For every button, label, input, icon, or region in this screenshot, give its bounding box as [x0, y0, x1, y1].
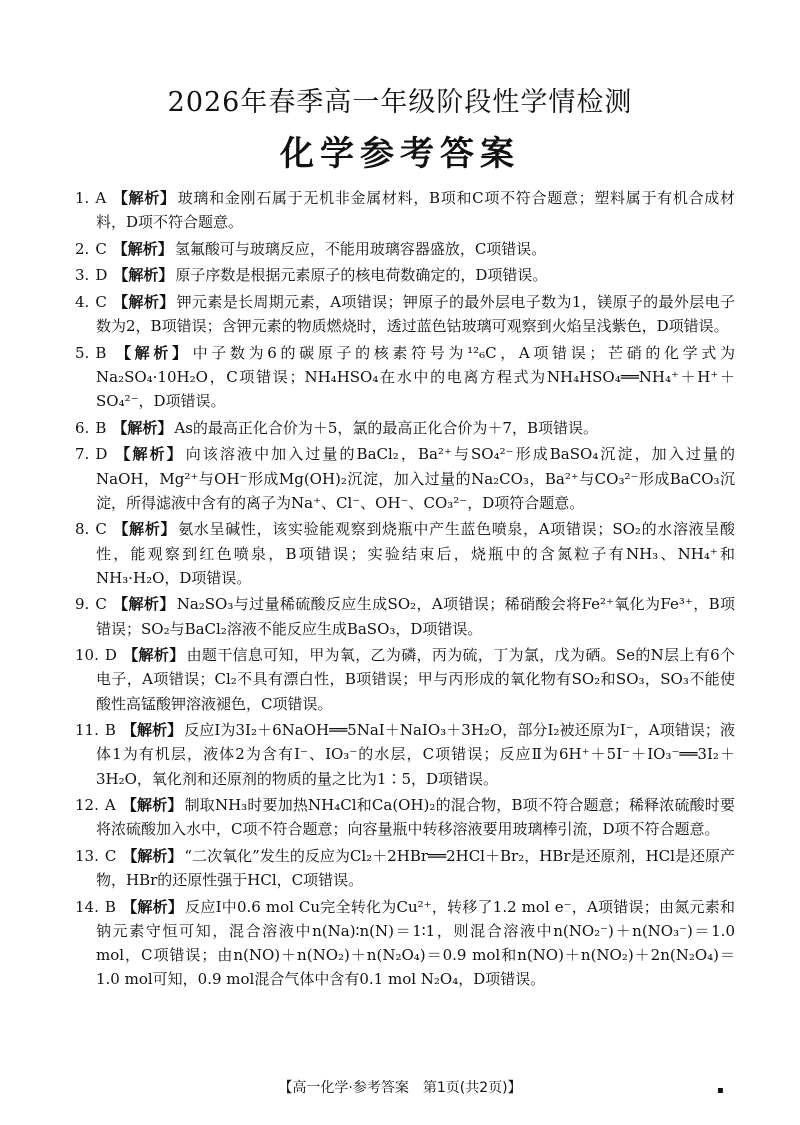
answer-letter: A	[104, 796, 116, 815]
answer-letter: B	[95, 418, 107, 437]
answer-item	[75, 793, 735, 841]
answer-item	[75, 844, 735, 892]
analysis-text: 中子数为6的碳原子的核素符号为¹²₆C，A项错误；芒硝的化学式为Na₂SO₄·10H₂O，C项错误；NH₄HSO₄在水中的电离方程式为NH₄HSO₄══NH₄⁺＋H⁺＋SO₄²⁻，D项错误。	[96, 343, 735, 411]
analysis-text: 反应Ⅰ为3I₂＋6NaOH══5NaI＋NaIO₃＋3H₂O，部分I₂被还原为I⁻，A项错误；液体1为有机层，液体2为含有I⁻、IO₃⁻的水层，C项错误；反应Ⅱ为6H⁺＋5I⁻＋IO₃⁻══3I₂＋3H₂O，氧化剂和还原剂的物质的量之比为1∶5，D项错误。	[96, 721, 735, 788]
analysis-tag: 【解析】	[112, 189, 176, 207]
exam-title: 2026年春季高一年级阶段性学情检测	[167, 87, 633, 118]
analysis-text: As的最高正化合价为＋5，氯的最高正化合价为＋7，B项错误。	[174, 418, 599, 437]
analysis-text: 原子序数是根据元素原子的核电荷数确定的，D项错误。	[175, 266, 548, 285]
analysis-tag: 【解析】	[122, 846, 183, 865]
answer-item	[75, 263, 735, 287]
question-number: 10.	[75, 646, 99, 665]
analysis-text: Na₂SO₃与过量稀硫酸反应生成SO₂，A项错误；稀硝酸会将Fe²⁺氧化为Fe³⁺，B项错误；SO₂与BaCl₂溶液不能反应生成BaSO₃，D项错误。	[96, 595, 735, 638]
question-number: 1.	[75, 189, 90, 207]
answer-item	[75, 442, 735, 515]
question-number: 4.	[75, 292, 90, 311]
answer-list	[75, 186, 735, 994]
answer-item	[75, 416, 735, 440]
answer-item	[75, 290, 735, 338]
answer-letter: C	[95, 292, 107, 311]
analysis-tag: 【解析】	[112, 595, 175, 614]
analysis-tag: 【解析】	[121, 796, 183, 815]
analysis-tag: 【解析】	[113, 445, 184, 464]
analysis-text: 由题干信息可知，甲为氧，乙为磷，丙为硫，丁为氯，戊为硒。Se的N层上有6个电子，A项错误；Cl₂不具有漂白性，B项错误；甲与丙形成的氧化物有SO₂和SO₃，SO₃不能使酸性高锰酸钾溶液褪色，C项错误。	[96, 646, 735, 713]
answer-letter: D	[95, 445, 108, 464]
analysis-tag: 【解析】	[112, 520, 177, 539]
analysis-text: 制取NH₃时要加热NH₄Cl和Ca(OH)₂的混合物，B项不符合题意；稀释浓硫酸时要将浓硫酸加入水中，C项不符合题意；向容量瓶中转移溶液要用玻璃棒引流，D项不符合题意。	[96, 796, 735, 839]
analysis-text: 反应Ⅰ中0.6 mol Cu完全转化为Cu²⁺，转移了1.2 mol e⁻，A项错误；由氮元素和钠元素守恒可知，混合溶液中n(Na)∶n(N)＝1∶1，则混合溶液中n(NO₂⁻)＋n(NO₃⁻)＝1.0 mol，C项错误；由n(NO)＋n(NO₂)＋n(N₂O₄)＝0.9 mol和n(NO)＋n(NO₂)＋2n(N₂O₄)＝1.0 mol可知，0.9 mol混合气体中含有0.1 mol N₂O₄，D项错误。	[96, 897, 735, 989]
question-number: 11.	[75, 721, 99, 740]
analysis-text: 氨水呈碱性，该实验能观察到烧瓶中产生蓝色喷泉，A项错误；SO₂的水溶液呈酸性，能观察到红色喷泉，B项错误；实验结束后，烧瓶中的含氮粒子有NH₃、NH₄⁺和NH₃·H₂O，D项错误。	[96, 520, 735, 587]
corner-mark: ▪	[717, 1085, 724, 1096]
analysis-tag: 【解析】	[121, 721, 183, 740]
answer-item	[75, 643, 735, 716]
analysis-tag: 【解析】	[112, 418, 173, 437]
analysis-tag: 【解析】	[122, 646, 185, 665]
answer-item	[75, 895, 735, 992]
analysis-tag: 【解析】	[121, 897, 184, 916]
question-number: 9.	[75, 595, 90, 614]
analysis-tag: 【解析】	[112, 239, 173, 258]
question-number: 12.	[75, 796, 99, 815]
answer-item	[75, 517, 735, 590]
analysis-tag: 【解析】	[113, 266, 174, 285]
question-number: 13.	[75, 846, 99, 865]
answer-letter: B	[104, 721, 116, 740]
answer-item	[75, 341, 735, 414]
question-number: 6.	[75, 418, 90, 437]
analysis-text: 玻璃和金刚石属于无机非金属材料，B项和C项不符合题意；塑料属于有机合成材料，D项不符合题意。	[96, 189, 735, 232]
analysis-text: 向该溶液中加入过量的BaCl₂，Ba²⁺与SO₄²⁻形成BaSO₄沉淀，加入过量的NaOH，Mg²⁺与OH⁻形成Mg(OH)₂沉淀，加入过量的Na₂CO₃，Ba²⁺与CO₃²⁻形成BaCO₃沉淀，所得滤液中含有的离子为Na⁺、Cl⁻、OH⁻、CO₃²⁻，D项符合题意。	[96, 445, 735, 512]
answer-letter: C	[95, 520, 107, 539]
analysis-tag: 【解析】	[112, 343, 191, 362]
answer-item	[75, 718, 735, 791]
question-number: 8.	[75, 520, 90, 539]
answer-letter: C	[104, 846, 117, 865]
answer-letter: C	[95, 239, 107, 258]
answer-letter: C	[95, 595, 107, 614]
analysis-text: 钾元素是长周期元素，A项错误；钾原子的最外层电子数为1，镁原子的最外层电子数为2，B项错误；含钾元素的物质燃烧时，透过蓝色钴玻璃可观察到火焰呈浅紫色，D项错误。	[96, 292, 735, 336]
answer-letter: D	[104, 646, 117, 665]
question-number: 3.	[75, 266, 90, 285]
answer-letter: A	[95, 189, 107, 207]
answer-key-title: 化学参考答案	[280, 134, 520, 174]
analysis-text: 氢氟酸可与玻璃反应，不能用玻璃容器盛放，C项错误。	[174, 239, 547, 258]
answer-letter: B	[95, 343, 107, 362]
analysis-tag: 【解析】	[112, 292, 175, 311]
answer-item	[75, 592, 735, 640]
answer-letter: B	[104, 897, 116, 916]
analysis-text: “二次氧化”发生的反应为Cl₂＋2HBr══2HCl＋Br₂，HBr是还原剂，HCl是还原产物，HBr的还原性强于HCl，C项错误。	[96, 846, 735, 890]
answer-item	[75, 186, 735, 234]
page-footer: 【高一化学·参考答案 第1页(共2页)】	[278, 1080, 522, 1096]
question-number: 5.	[75, 343, 90, 362]
question-number: 2.	[75, 239, 90, 258]
question-number: 7.	[75, 445, 90, 464]
answer-letter: D	[95, 266, 108, 285]
question-number: 14.	[75, 897, 99, 916]
answer-item	[75, 237, 735, 261]
